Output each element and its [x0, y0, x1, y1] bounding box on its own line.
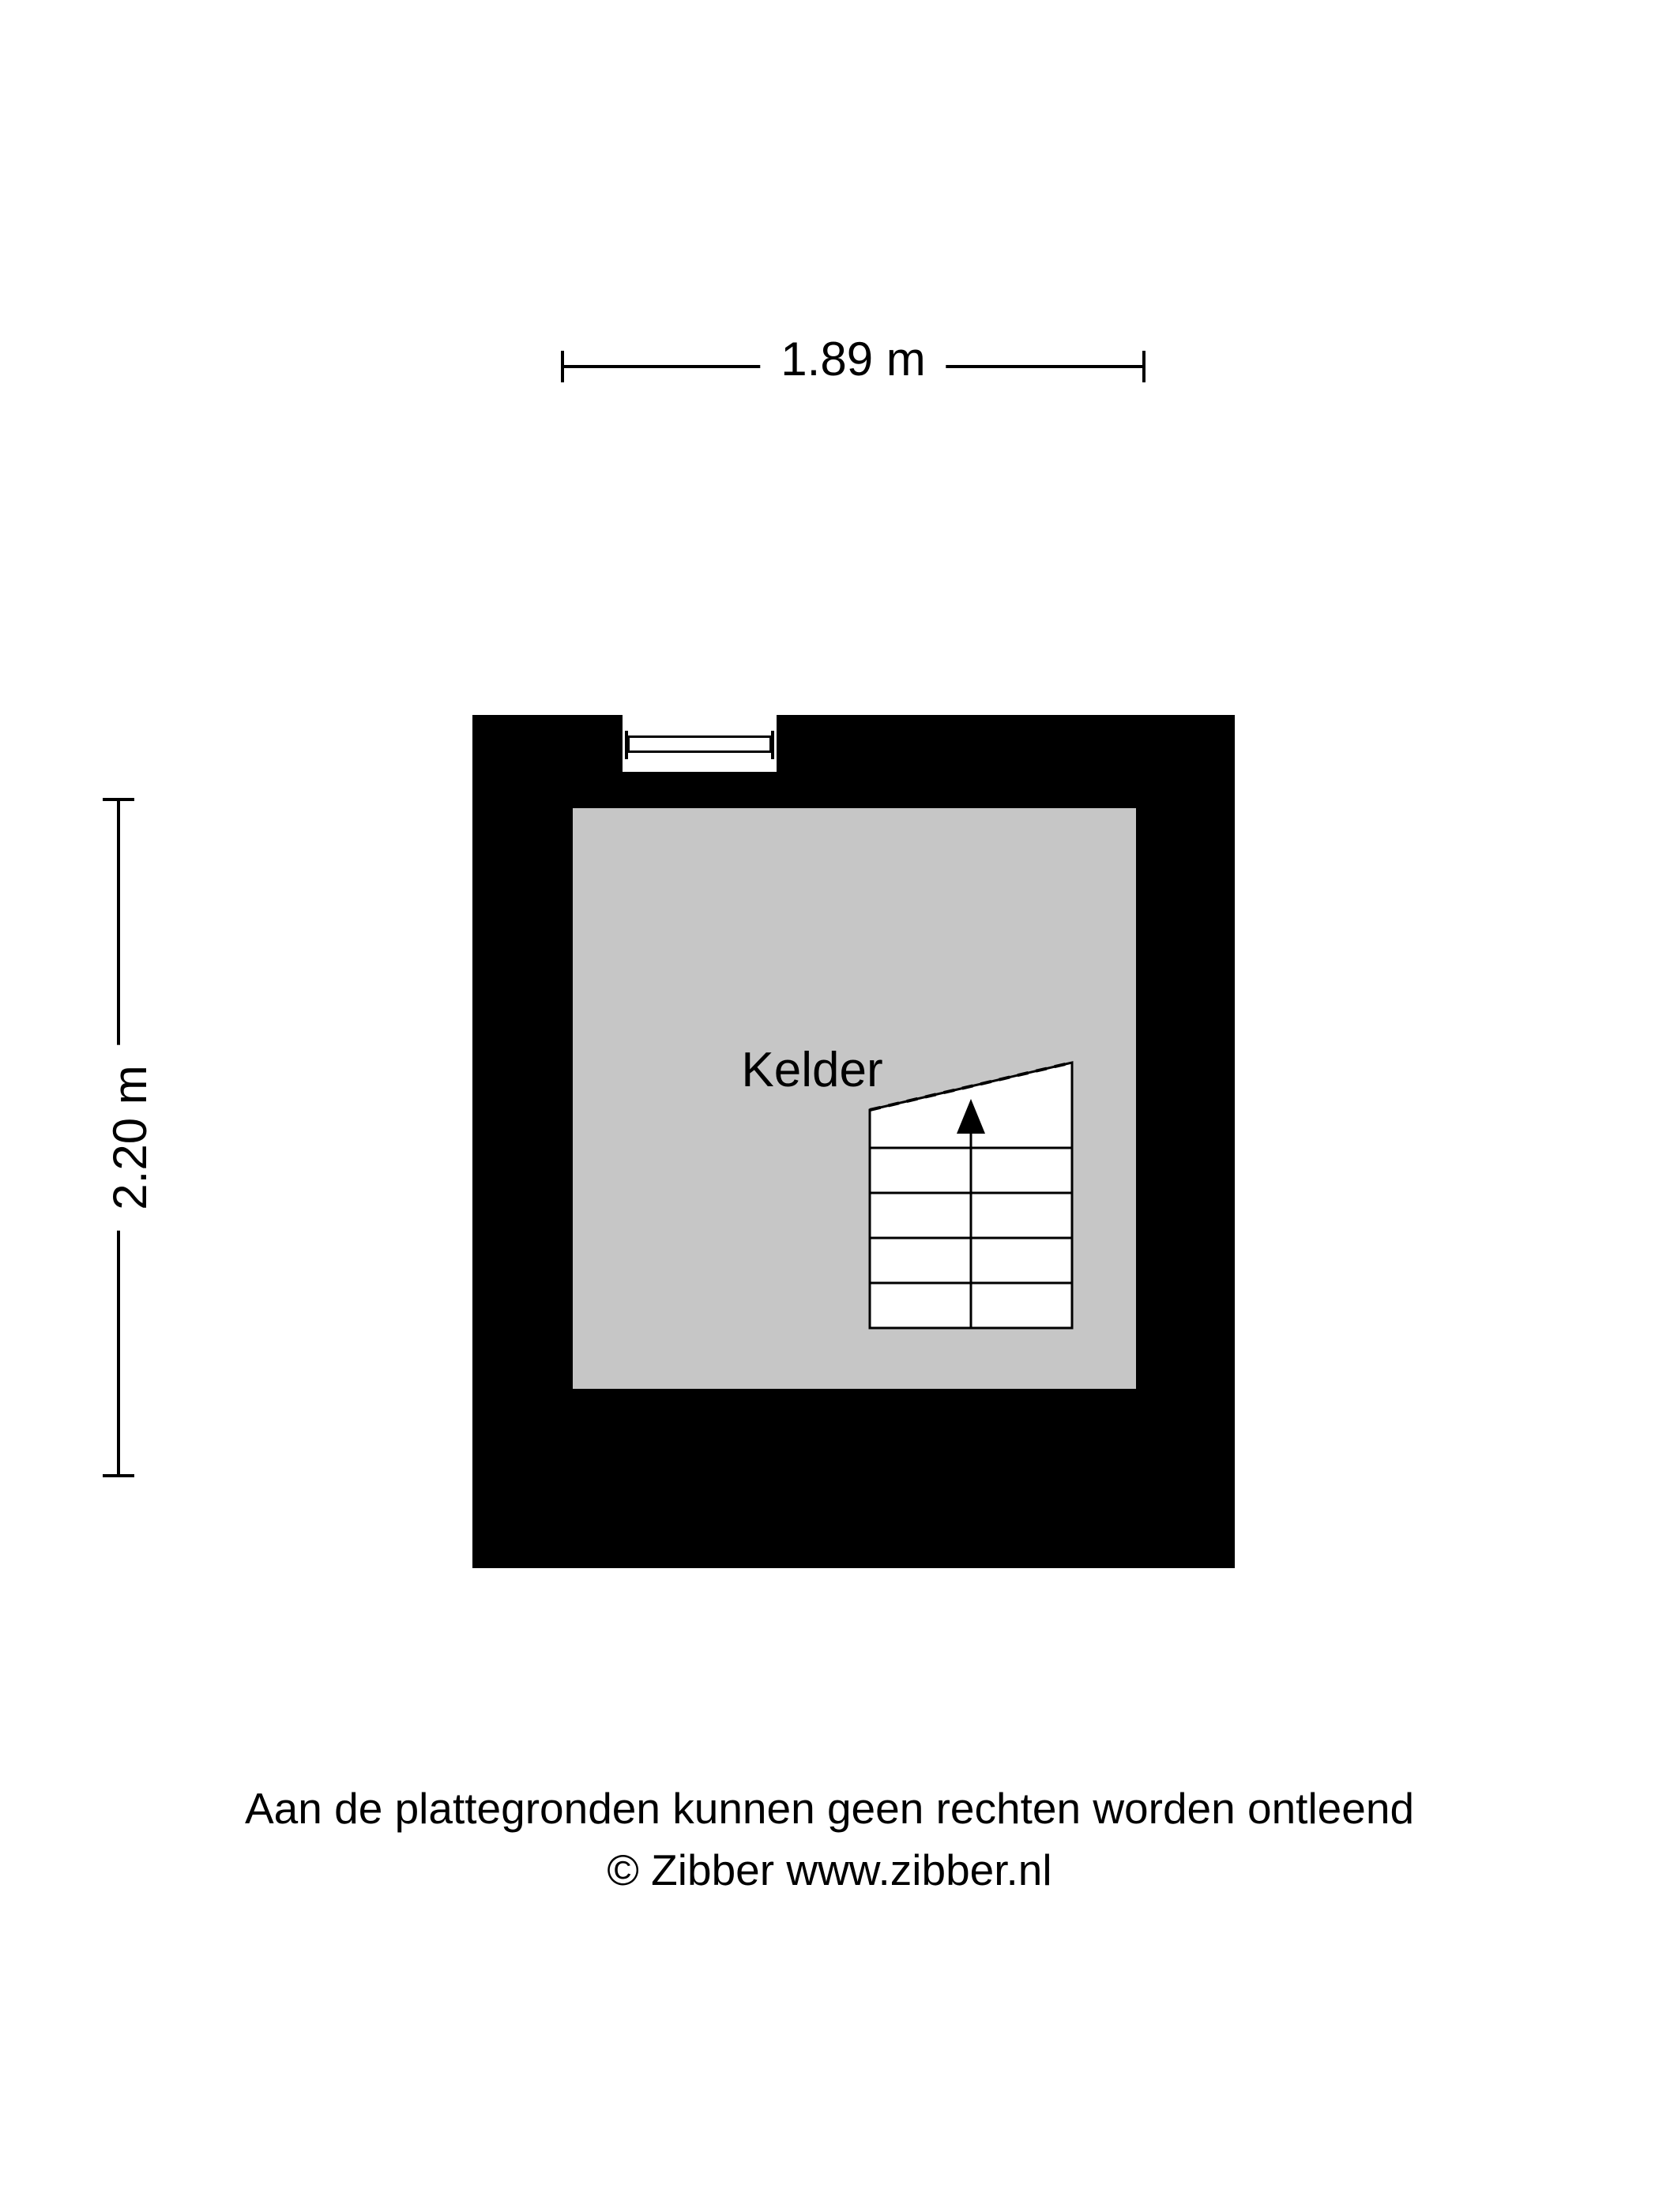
dimension-cap-bottom: [103, 1474, 134, 1477]
dimension-cap-right: [1142, 351, 1146, 382]
height-dimension: [87, 798, 174, 1477]
footer: [0, 1778, 1659, 1901]
footer-disclaimer: Aan de plattegronden kunnen geen rechten worden ontleend: [244, 1784, 1415, 1833]
staircase-symbol: [868, 1061, 1074, 1330]
window-symbol: [623, 715, 777, 772]
height-dimension-label: 2.20 m: [91, 1044, 170, 1230]
dimension-cap-top: [103, 798, 134, 801]
room-label: Kelder: [741, 1043, 883, 1097]
width-dimension-label: 1.89 m: [760, 316, 946, 403]
window-pane: [627, 735, 772, 753]
dimension-cap-left: [561, 351, 564, 382]
footer-copyright: © Zibber www.zibber.nl: [607, 1845, 1052, 1894]
width-dimension: [561, 316, 1146, 403]
floor-plan: [472, 715, 1235, 1568]
